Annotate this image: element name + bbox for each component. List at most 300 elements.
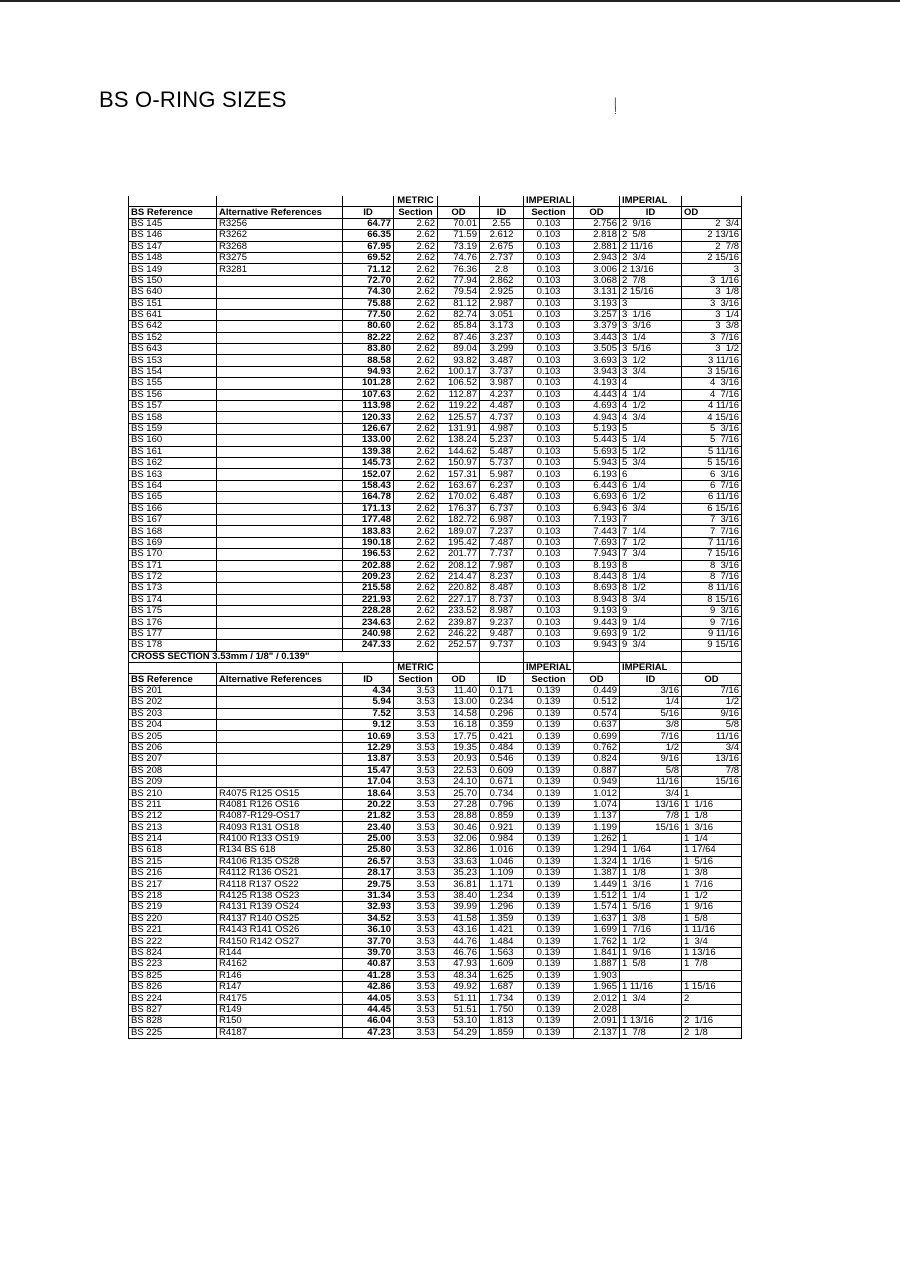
margin-mark: | !	[614, 97, 617, 117]
cell-fraction-od: 9 11/16	[682, 628, 742, 639]
cell-imperial-id: 0.671	[480, 776, 524, 787]
cell-fraction-id: 1 1/8	[620, 868, 682, 879]
table-row	[129, 890, 742, 901]
cell-bs-reference: BS 201	[129, 685, 217, 696]
cell-imperial-id: 9.237	[480, 617, 524, 628]
cell-metric-od: 24.10	[438, 776, 480, 787]
cell-metric-id: 17.04	[343, 776, 394, 787]
cell-imperial-id: 6.987	[480, 514, 524, 525]
cell-fraction-id: 15/16	[620, 822, 682, 833]
cell-imperial-id: 0.359	[480, 719, 524, 730]
cell-alt-reference	[217, 401, 343, 412]
cell-fraction-id: 2 13/16	[620, 264, 682, 275]
table-row	[129, 344, 742, 355]
cell-imperial-od: 5.943	[574, 457, 620, 468]
cell-alt-reference	[217, 378, 343, 389]
col-metric-od: OD	[438, 207, 480, 218]
cell-metric-od: 53.10	[438, 1016, 480, 1027]
cell-metric-od: 35.23	[438, 868, 480, 879]
cell-imperial-section: 0.103	[524, 218, 574, 229]
cell-bs-reference: BS 618	[129, 845, 217, 856]
table-row	[129, 754, 742, 765]
cell-fraction-od: 8 3/16	[682, 560, 742, 571]
cell-metric-od: 30.46	[438, 822, 480, 833]
cell-alt-reference: R4150 R142 OS27	[217, 936, 343, 947]
cell-metric-id: 23.40	[343, 822, 394, 833]
cell-fraction-id: 1 1/16	[620, 856, 682, 867]
cell-metric-od: 49.92	[438, 981, 480, 992]
cell-bs-reference: BS 148	[129, 252, 217, 263]
cell-imperial-section: 0.139	[524, 754, 574, 765]
cell-imperial-section: 0.139	[524, 959, 574, 970]
cell-bs-reference: BS 159	[129, 423, 217, 434]
cell-imperial-section: 0.103	[524, 355, 574, 366]
cell-fraction-od: 3 15/16	[682, 366, 742, 377]
group-metric: METRIC	[394, 196, 438, 207]
cell-alt-reference: R4112 R136 OS21	[217, 868, 343, 879]
cell-metric-id: 67.95	[343, 241, 394, 252]
cell-fraction-id: 3	[620, 298, 682, 309]
cell-fraction-od: 8 11/16	[682, 583, 742, 594]
cell-imperial-od: 1.294	[574, 845, 620, 856]
table-row	[129, 617, 742, 628]
cell-bs-reference: BS 216	[129, 868, 217, 879]
cell-imperial-id: 1.625	[480, 970, 524, 981]
cell-bs-reference: BS 163	[129, 469, 217, 480]
page-title: BS O-RING SIZES	[99, 87, 287, 112]
cell-metric-od: 54.29	[438, 1027, 480, 1038]
cell-alt-reference: R4125 R138 OS23	[217, 890, 343, 901]
cell-fraction-id: 5/16	[620, 708, 682, 719]
cell-imperial-section: 0.103	[524, 583, 574, 594]
cell-metric-id: 202.88	[343, 560, 394, 571]
cell-metric-section: 2.62	[394, 389, 438, 400]
cell-imperial-od: 4.443	[574, 389, 620, 400]
col-imperial-section: Section	[524, 207, 574, 218]
table-row	[129, 936, 742, 947]
cell-imperial-od: 3.193	[574, 298, 620, 309]
cell-bs-reference: BS 219	[129, 902, 217, 913]
cell-imperial-section: 0.139	[524, 981, 574, 992]
cell-fraction-od: 8 15/16	[682, 594, 742, 605]
cell-bs-reference: BS 213	[129, 822, 217, 833]
group-header-row	[129, 663, 742, 674]
cell-imperial-id: 6.237	[480, 480, 524, 491]
table-row	[129, 469, 742, 480]
cell-alt-reference	[217, 457, 343, 468]
cell-fraction-od: 3 11/16	[682, 355, 742, 366]
cell-alt-reference	[217, 628, 343, 639]
cell-metric-id: 20.22	[343, 799, 394, 810]
cell-metric-section: 3.53	[394, 890, 438, 901]
cell-metric-od: 119.22	[438, 401, 480, 412]
cell-imperial-section: 0.139	[524, 1027, 574, 1038]
cell-metric-section: 3.53	[394, 731, 438, 742]
cell-fraction-od: 4 3/16	[682, 378, 742, 389]
cell-alt-reference: R3256	[217, 218, 343, 229]
cell-fraction-od: 1 17/64	[682, 845, 742, 856]
cell-imperial-section: 0.139	[524, 970, 574, 981]
cell-fraction-id: 1 1/4	[620, 890, 682, 901]
cell-fraction-id: 3 1/2	[620, 355, 682, 366]
cell-metric-id: 47.23	[343, 1027, 394, 1038]
cell-metric-section: 3.53	[394, 1027, 438, 1038]
cell-metric-id: 37.70	[343, 936, 394, 947]
cell-metric-section: 3.53	[394, 868, 438, 879]
cell-imperial-od: 6.693	[574, 492, 620, 503]
cell-imperial-id: 1.109	[480, 868, 524, 879]
cell-fraction-id: 5	[620, 423, 682, 434]
cell-metric-section: 2.62	[394, 230, 438, 241]
cell-imperial-id: 1.859	[480, 1027, 524, 1038]
cell-imperial-id: 1.171	[480, 879, 524, 890]
cell-imperial-section: 0.103	[524, 309, 574, 320]
cell-metric-od: 201.77	[438, 549, 480, 560]
cell-imperial-id: 0.984	[480, 833, 524, 844]
cell-imperial-section: 0.139	[524, 765, 574, 776]
cell-metric-od: 44.76	[438, 936, 480, 947]
cell-metric-section: 2.62	[394, 378, 438, 389]
cell-fraction-od: 1 7/8	[682, 959, 742, 970]
cell-imperial-od: 1.762	[574, 936, 620, 947]
cell-imperial-od: 5.693	[574, 446, 620, 457]
cell-fraction-id: 6	[620, 469, 682, 480]
cell-metric-od: 73.19	[438, 241, 480, 252]
cell-metric-od: 163.67	[438, 480, 480, 491]
column-header-row	[129, 674, 742, 685]
cell-fraction-od: 2 3/4	[682, 218, 742, 229]
cell-metric-section: 2.62	[394, 355, 438, 366]
cell-fraction-od: 2	[682, 993, 742, 1004]
cell-fraction-od: 3 1/16	[682, 275, 742, 286]
cell-metric-id: 88.58	[343, 355, 394, 366]
table-row	[129, 1027, 742, 1038]
cell-metric-od: 220.82	[438, 583, 480, 594]
cell-metric-id: 46.04	[343, 1016, 394, 1027]
cell-fraction-id: 1 7/8	[620, 1027, 682, 1038]
cell-imperial-section: 0.103	[524, 412, 574, 423]
cell-bs-reference: BS 225	[129, 1027, 217, 1038]
cell-imperial-section: 0.103	[524, 423, 574, 434]
cell-bs-reference: BS 203	[129, 708, 217, 719]
cell-fraction-od: 3 1/4	[682, 309, 742, 320]
cell-bs-reference: BS 149	[129, 264, 217, 275]
table-row	[129, 571, 742, 582]
cell-imperial-section: 0.139	[524, 936, 574, 947]
cell-imperial-id: 0.296	[480, 708, 524, 719]
cell-metric-section: 3.53	[394, 719, 438, 730]
cell-fraction-id: 2 11/16	[620, 241, 682, 252]
cell-imperial-od: 2.012	[574, 993, 620, 1004]
cell-fraction-od: 4 7/16	[682, 389, 742, 400]
cell-fraction-id: 8 1/2	[620, 583, 682, 594]
col-metric-section: Section	[394, 674, 438, 685]
cell-metric-id: 196.53	[343, 549, 394, 560]
cell-imperial-section: 0.103	[524, 503, 574, 514]
cell-fraction-id: 3/8	[620, 719, 682, 730]
col-metric-od: OD	[438, 674, 480, 685]
table-row	[129, 583, 742, 594]
cell-metric-od: 89.04	[438, 344, 480, 355]
cell-metric-section: 3.53	[394, 822, 438, 833]
cell-bs-reference: BS 146	[129, 230, 217, 241]
cell-metric-od: 47.93	[438, 959, 480, 970]
oring-size-table	[128, 196, 742, 1039]
table-row	[129, 606, 742, 617]
cell-imperial-id: 1.016	[480, 845, 524, 856]
table-row	[129, 640, 742, 651]
col-metric-id: ID	[343, 207, 394, 218]
cell-metric-od: 38.40	[438, 890, 480, 901]
cell-alt-reference	[217, 366, 343, 377]
cell-alt-reference	[217, 332, 343, 343]
cell-imperial-section: 0.103	[524, 321, 574, 332]
cell-metric-section: 2.62	[394, 571, 438, 582]
cell-metric-section: 2.62	[394, 526, 438, 537]
cell-alt-reference	[217, 514, 343, 525]
cell-metric-section: 3.53	[394, 970, 438, 981]
cell-metric-od: 70.01	[438, 218, 480, 229]
cell-imperial-section: 0.103	[524, 469, 574, 480]
cell-imperial-od: 5.443	[574, 435, 620, 446]
cell-imperial-id: 1.687	[480, 981, 524, 992]
cell-metric-section: 2.62	[394, 298, 438, 309]
cell-alt-reference	[217, 583, 343, 594]
cell-imperial-id: 0.234	[480, 697, 524, 708]
cell-bs-reference: BS 151	[129, 298, 217, 309]
table-row	[129, 765, 742, 776]
cell-alt-reference	[217, 287, 343, 298]
cell-metric-od: 100.17	[438, 366, 480, 377]
cell-metric-id: 183.83	[343, 526, 394, 537]
cell-imperial-od: 1.637	[574, 913, 620, 924]
cell-imperial-id: 7.237	[480, 526, 524, 537]
col-imperial-id: ID	[480, 674, 524, 685]
cell-metric-section: 2.62	[394, 469, 438, 480]
cell-metric-id: 164.78	[343, 492, 394, 503]
cell-metric-section: 2.62	[394, 412, 438, 423]
cell-metric-section: 3.53	[394, 947, 438, 958]
cell-fraction-od: 1 11/16	[682, 925, 742, 936]
cell-fraction-od: 1 15/16	[682, 981, 742, 992]
cell-fraction-id: 3 1/16	[620, 309, 682, 320]
cell-metric-section: 3.53	[394, 913, 438, 924]
col-fraction-od: OD	[682, 674, 742, 685]
cell-fraction-id: 4 1/2	[620, 401, 682, 412]
cell-fraction-id: 7/16	[620, 731, 682, 742]
cell-fraction-od: 1 3/16	[682, 822, 742, 833]
table-row	[129, 902, 742, 913]
table-row	[129, 435, 742, 446]
cell-metric-id: 44.05	[343, 993, 394, 1004]
cell-metric-od: 25.70	[438, 788, 480, 799]
cell-imperial-od: 1.965	[574, 981, 620, 992]
cell-bs-reference: BS 162	[129, 457, 217, 468]
cell-imperial-id: 5.737	[480, 457, 524, 468]
cell-metric-od: 11.40	[438, 685, 480, 696]
col-fraction-od: OD	[682, 207, 742, 218]
col-metric-id: ID	[343, 674, 394, 685]
cell-metric-od: 182.72	[438, 514, 480, 525]
cell-fraction-od: 4 15/16	[682, 412, 742, 423]
cell-metric-section: 2.62	[394, 628, 438, 639]
cell-metric-id: 74.30	[343, 287, 394, 298]
table-section-2	[129, 651, 742, 1038]
cell-metric-id: 145.73	[343, 457, 394, 468]
cell-fraction-id: 5/8	[620, 765, 682, 776]
cell-imperial-od: 2.756	[574, 218, 620, 229]
cell-bs-reference: BS 166	[129, 503, 217, 514]
cell-alt-reference	[217, 719, 343, 730]
cell-imperial-id: 6.487	[480, 492, 524, 503]
cell-fraction-od: 1 7/16	[682, 879, 742, 890]
cell-bs-reference: BS 202	[129, 697, 217, 708]
table-row	[129, 560, 742, 571]
cell-metric-od: 227.17	[438, 594, 480, 605]
cell-imperial-id: 3.737	[480, 366, 524, 377]
cell-imperial-od: 1.512	[574, 890, 620, 901]
table-row	[129, 822, 742, 833]
col-bs-reference: BS Reference	[129, 674, 217, 685]
cell-imperial-od: 1.262	[574, 833, 620, 844]
cell-metric-od: 246.22	[438, 628, 480, 639]
cell-metric-id: 158.43	[343, 480, 394, 491]
cell-imperial-section: 0.103	[524, 526, 574, 537]
cell-fraction-id: 1 1/2	[620, 936, 682, 947]
col-imperial-od: OD	[574, 207, 620, 218]
cell-imperial-section: 0.139	[524, 993, 574, 1004]
cell-imperial-od: 8.693	[574, 583, 620, 594]
cell-metric-od: 233.52	[438, 606, 480, 617]
cell-fraction-od: 6 7/16	[682, 480, 742, 491]
cell-fraction-od: 9 7/16	[682, 617, 742, 628]
table-row	[129, 845, 742, 856]
cell-metric-section: 3.53	[394, 833, 438, 844]
table-row	[129, 788, 742, 799]
cell-imperial-section: 0.139	[524, 845, 574, 856]
cell-metric-section: 3.53	[394, 856, 438, 867]
cell-alt-reference: R3281	[217, 264, 343, 275]
cell-alt-reference: R4131 R139 OS24	[217, 902, 343, 913]
cell-fraction-od: 8 7/16	[682, 571, 742, 582]
table-row	[129, 1016, 742, 1027]
table-row	[129, 526, 742, 537]
cell-alt-reference	[217, 480, 343, 491]
cell-metric-section: 3.53	[394, 685, 438, 696]
cell-metric-id: 71.12	[343, 264, 394, 275]
cell-metric-section: 2.62	[394, 549, 438, 560]
cell-bs-reference: BS 642	[129, 321, 217, 332]
cell-metric-od: 157.31	[438, 469, 480, 480]
table-row	[129, 776, 742, 787]
cell-fraction-od: 4 11/16	[682, 401, 742, 412]
table-row	[129, 287, 742, 298]
cell-imperial-od: 9.943	[574, 640, 620, 651]
table-row	[129, 264, 742, 275]
cell-fraction-od: 2 7/8	[682, 241, 742, 252]
cell-fraction-od: 6 15/16	[682, 503, 742, 514]
cell-metric-section: 3.53	[394, 925, 438, 936]
cell-alt-reference	[217, 640, 343, 651]
cell-fraction-od: 5/8	[682, 719, 742, 730]
cell-bs-reference: BS 173	[129, 583, 217, 594]
cell-metric-id: 40.87	[343, 959, 394, 970]
cell-fraction-id: 5 3/4	[620, 457, 682, 468]
cell-metric-od: 150.97	[438, 457, 480, 468]
cell-metric-section: 2.62	[394, 321, 438, 332]
cell-fraction-od: 3 1/2	[682, 344, 742, 355]
cell-bs-reference: BS 171	[129, 560, 217, 571]
cell-fraction-od: 1 1/16	[682, 799, 742, 810]
table-row	[129, 218, 742, 229]
cell-imperial-od: 1.903	[574, 970, 620, 981]
cell-alt-reference: R149	[217, 1004, 343, 1015]
cell-metric-section: 2.62	[394, 583, 438, 594]
cell-metric-id: 75.88	[343, 298, 394, 309]
table-row	[129, 389, 742, 400]
cell-imperial-od: 2.091	[574, 1016, 620, 1027]
cell-metric-section: 3.53	[394, 742, 438, 753]
cell-fraction-id: 1 5/8	[620, 959, 682, 970]
cell-metric-section: 3.53	[394, 1004, 438, 1015]
cell-imperial-section: 0.139	[524, 719, 574, 730]
cell-metric-id: 77.50	[343, 309, 394, 320]
cell-imperial-od: 1.449	[574, 879, 620, 890]
cell-fraction-id: 8 1/4	[620, 571, 682, 582]
cell-metric-od: 77.94	[438, 275, 480, 286]
cell-imperial-od: 9.193	[574, 606, 620, 617]
table-row	[129, 492, 742, 503]
cell-metric-section: 3.53	[394, 799, 438, 810]
cell-metric-id: 234.63	[343, 617, 394, 628]
cell-fraction-id: 13/16	[620, 799, 682, 810]
cell-imperial-section: 0.139	[524, 697, 574, 708]
table-row	[129, 298, 742, 309]
cell-imperial-section: 0.139	[524, 811, 574, 822]
cell-alt-reference	[217, 560, 343, 571]
cell-fraction-od: 3 3/8	[682, 321, 742, 332]
cell-metric-section: 2.62	[394, 423, 438, 434]
cell-bs-reference: BS 827	[129, 1004, 217, 1015]
cell-fraction-id: 1 3/8	[620, 913, 682, 924]
cell-imperial-section: 0.103	[524, 378, 574, 389]
cell-bs-reference: BS 161	[129, 446, 217, 457]
cell-alt-reference	[217, 594, 343, 605]
cell-fraction-od: 1 1/4	[682, 833, 742, 844]
cell-alt-reference	[217, 685, 343, 696]
cell-fraction-od: 5 3/16	[682, 423, 742, 434]
cell-bs-reference: BS 172	[129, 571, 217, 582]
cell-fraction-id: 1 5/16	[620, 902, 682, 913]
cell-metric-section: 2.62	[394, 275, 438, 286]
cell-imperial-od: 0.762	[574, 742, 620, 753]
cell-imperial-od: 0.949	[574, 776, 620, 787]
cell-fraction-od: 5 15/16	[682, 457, 742, 468]
cell-imperial-od: 1.699	[574, 925, 620, 936]
cell-bs-reference: BS 224	[129, 993, 217, 1004]
cell-imperial-od: 3.505	[574, 344, 620, 355]
cell-imperial-id: 3.987	[480, 378, 524, 389]
cell-fraction-id: 3 5/16	[620, 344, 682, 355]
cell-metric-id: 126.67	[343, 423, 394, 434]
cell-bs-reference: BS 165	[129, 492, 217, 503]
cell-metric-od: 208.12	[438, 560, 480, 571]
cell-imperial-id: 8.237	[480, 571, 524, 582]
cell-metric-section: 2.62	[394, 617, 438, 628]
column-header-row	[129, 207, 742, 218]
table-row	[129, 332, 742, 343]
table-row	[129, 594, 742, 605]
